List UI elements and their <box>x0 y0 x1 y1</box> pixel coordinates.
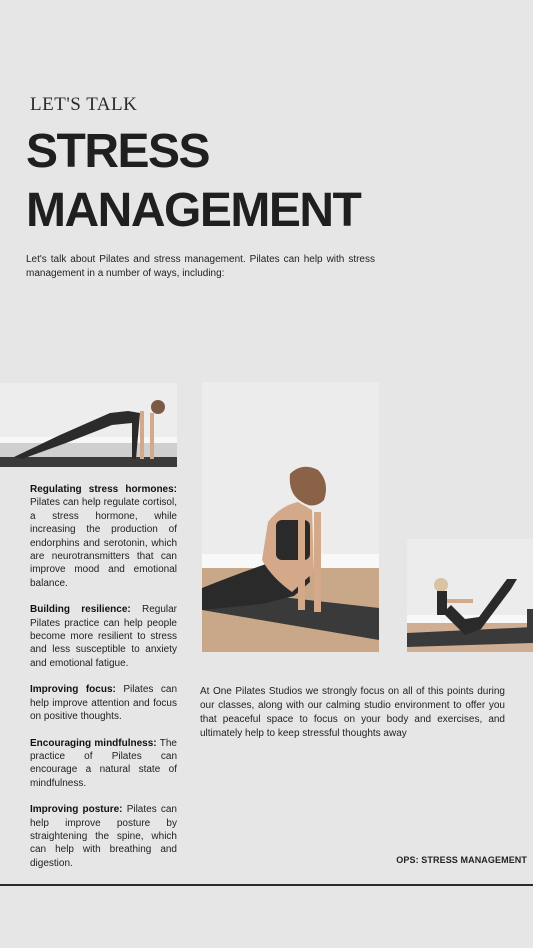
benefit-body: Pilates can help improve attention and focus on positive thoughts. <box>30 684 177 723</box>
benefit-heading: Building resilience: <box>30 604 131 616</box>
benefit-item <box>30 603 177 670</box>
kicker-text: LET'S TALK <box>30 94 138 115</box>
benefit-body: Pilates can help improve posture by straightening the spine, which can help with breathing and digestion. <box>30 804 177 869</box>
intro-paragraph: Let's talk about Pilates and stress management. Pilates can help with stress management in a number of ways, including: <box>26 254 375 279</box>
benefit-item <box>30 683 177 723</box>
benefits-list <box>30 483 177 883</box>
benefit-heading: Encouraging mindfulness: <box>30 737 157 749</box>
benefit-body: Pilates can help regulate cortisol, a stress hormone, while increasing the production of endorphins and serotonin, which are neurotransmitters that can improve mood and emotional balance. <box>30 497 177 589</box>
upward-dog-photo <box>202 382 379 652</box>
plank-pose-photo <box>0 383 177 467</box>
benefit-heading: Improving focus: <box>30 684 116 696</box>
page-title-line-2: MANAGEMENT <box>26 184 361 237</box>
benefit-item <box>30 737 177 791</box>
benefit-item <box>30 803 177 870</box>
boat-pose-photo <box>407 539 533 652</box>
footer-divider <box>0 884 533 886</box>
benefit-heading: Regulating stress hormones: <box>30 484 177 495</box>
benefit-body: The practice of Pilates can encourage a natural state of mindfulness. <box>30 737 177 789</box>
page-title-line-1: STRESS <box>26 125 210 178</box>
benefit-heading: Improving posture: <box>30 804 123 816</box>
benefit-item <box>30 483 177 590</box>
studio-paragraph: At One Pilates Studios we strongly focus on all of this points during our classes, along with our calming studio environment to offer you that peaceful space to focus on your body and exercises, and ultimately help to keep stressful thoughts away <box>200 686 505 739</box>
footer-label: OPS: STRESS MANAGEMENT <box>396 855 527 865</box>
benefit-body: Regular Pilates practice can help people become more resilient to stress and less susceptible to anxiety and emotional fatigue. <box>30 604 177 669</box>
